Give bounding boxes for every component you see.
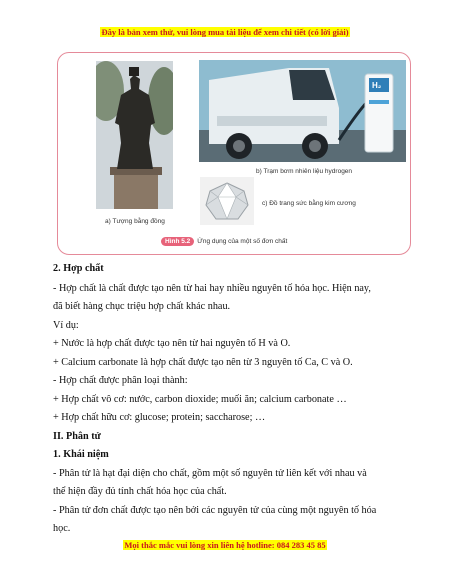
paragraph-line: Ví dụ: [53,320,79,331]
paragraph-line: - Phân tử đơn chất được tạo nên bởi các nguyên tử của cùng một nguyên tố hóa [53,505,377,516]
heading-hop-chat: 2. Hợp chất [53,263,104,274]
hydrogen-truck-photo [199,60,406,162]
heading-khai-niem: 1. Khái niệm [53,449,109,460]
hotline-banner: Mọi thắc mắc vui lòng xin liên hệ hotline: 084 283 45 85 [124,540,326,550]
heading-phan-tu: II. Phân tử [53,431,101,442]
caption-b: b) Trạm bơm nhiên liệu hydrogen [256,168,353,175]
diamond-photo [200,177,254,225]
paragraph-line: thể hiện đầy đủ tính chất hóa học của chất. [53,486,227,497]
paragraph-line: + Hợp chất vô cơ: nước, carbon dioxide; muối ăn; calcium carbonate … [53,394,347,405]
figure-5-2 [57,52,411,255]
caption-a: a) Tượng bằng đồng [105,218,165,225]
paragraph-line: học. [53,523,71,534]
bronze-statue-photo [96,61,173,209]
paragraph-line: - Phân tử là hạt đại diện cho chất, gồm một số nguyên tử liên kết với nhau và [53,468,367,479]
paragraph-line: đã biết hàng chục triệu hợp chất khác nhau. [53,301,231,312]
paragraph-line: - Hợp chất được phân loại thành: [53,375,188,386]
caption-c: c) Đồ trang sức bằng kim cương [262,200,356,207]
h2-sign-text: H₂ [372,81,382,90]
paragraph-line: + Nước là hợp chất được tạo nên từ hai nguyên tố H và O. [53,338,291,349]
preview-banner: Đây là bản xem thử, vui lòng mua tài liệu để xem chi tiết (có lời giải) [101,27,349,37]
figure-label [161,238,287,245]
paragraph-line: - Hợp chất là chất được tạo nên từ hai hay nhiều nguyên tố hóa học. Hiện nay, [53,283,371,294]
figure-number: Hình 5.2 [161,237,194,246]
paragraph-line: + Hợp chất hữu cơ: glucose; protein; saccharose; … [53,412,266,423]
paragraph-line: + Calcium carbonate là hợp chất được tạo nên từ 3 nguyên tố Ca, C và O. [53,357,353,368]
figure-title: Ứng dụng của một số đơn chất [197,238,288,245]
